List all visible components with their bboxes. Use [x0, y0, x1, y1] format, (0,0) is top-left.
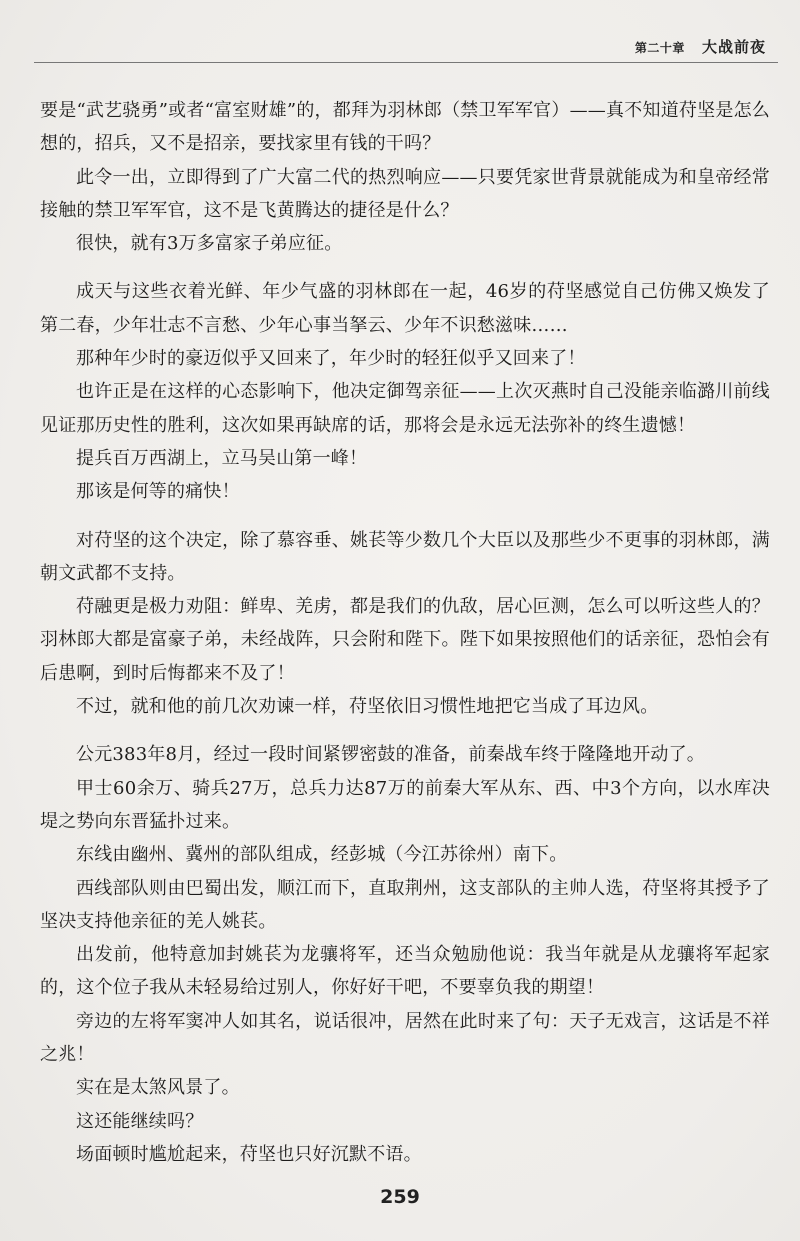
paragraph: 对苻坚的这个决定，除了慕容垂、姚苌等少数几个大臣以及那些少不更事的羽林郎，满朝文武都不支持。: [40, 529, 770, 584]
paragraph: 那该是何等的痛快！: [76, 481, 240, 503]
paragraph: 苻融更是极力劝阻：鲜卑、羌虏，都是我们的仇敌，居心叵测，怎么可以听这些人的？羽林郎大都是富豪子弟，未经战阵，只会附和陛下。陛下如果按照他们的话亲征，恐怕会有后患啊，到时后悔都来不及了！: [40, 596, 770, 684]
paragraph: 公元383年8月，经过一段时间紧锣密鼓的准备，前秦战车终于隆隆地开动了。: [76, 744, 706, 766]
paragraph: 甲士60余万、骑兵27万，总兵力达87万的前秦大军从东、西、中3个方向，以水库决堤之势向东晋猛扑过来。: [40, 777, 770, 832]
paragraph: 旁边的左将军窦冲人如其名，说话很冲，居然在此时来了句：天子无戏言，这话是不祥之兆！: [40, 1010, 770, 1066]
paragraph: 成天与这些衣着光鲜、年少气盛的羽林郎在一起，46岁的苻坚感觉自己仿佛又焕发了第二春，少年壮志不言愁、少年心事当拏云、少年不识愁滋味……: [40, 281, 770, 336]
paragraph: 出发前，他特意加封姚苌为龙骧将军，还当众勉励他说：我当年就是从龙骧将军起家的，这个位子我从未轻易给过别人，你好好干吧，不要辜负我的期望！: [40, 944, 770, 999]
running-head: [635, 36, 766, 57]
paragraph: 提兵百万西湖上，立马吴山第一峰！: [76, 447, 368, 469]
chapter-title: 大战前夜: [701, 38, 766, 56]
paragraph: 此令一出，立即得到了广大富二代的热烈响应——只要凭家世背景就能成为和皇帝经常接触的禁卫军军官，这不是飞黄腾达的捷径是什么？: [40, 166, 770, 221]
paragraph: 这还能继续吗？: [76, 1110, 204, 1132]
paragraph: 那种年少时的豪迈似乎又回来了，年少时的轻狂似乎又回来了！: [76, 348, 586, 370]
page-number: 259: [380, 1186, 420, 1208]
body-text: [40, 94, 770, 1171]
paragraph: 很快，就有3万多富家子弟应征。: [76, 233, 343, 255]
paragraph: 也许正是在这样的心态影响下，他决定御驾亲征——上次灭燕时自己没能亲临潞川前线见证那历史性的胜利，这次如果再缺席的话，那将会是永远无法弥补的终生遗憾！: [40, 381, 770, 436]
paragraph: 要是“武艺骁勇”或者“富室财雄”的，都拜为羽林郎（禁卫军军官）——真不知道苻坚是怎么想的，招兵，又不是招亲，要找家里有钱的干吗？: [40, 100, 770, 155]
chapter-number: 第二十章: [634, 41, 685, 55]
paragraph: 场面顿时尴尬起来，苻坚也只好沉默不语。: [76, 1143, 422, 1165]
paragraph: 不过，就和他的前几次劝谏一样，苻坚依旧习惯性地把它当成了耳边风。: [76, 696, 659, 718]
paragraph: 西线部队则由巴蜀出发，顺江而下，直取荆州，这支部队的主帅人选，苻坚将其授予了坚决支持他亲征的羌人姚苌。: [40, 877, 770, 932]
paragraph: 实在是太煞风景了。: [76, 1077, 240, 1099]
paragraph: 东线由幽州、冀州的部队组成，经彭城（今江苏徐州）南下。: [76, 844, 568, 866]
header-rule: [34, 62, 778, 63]
